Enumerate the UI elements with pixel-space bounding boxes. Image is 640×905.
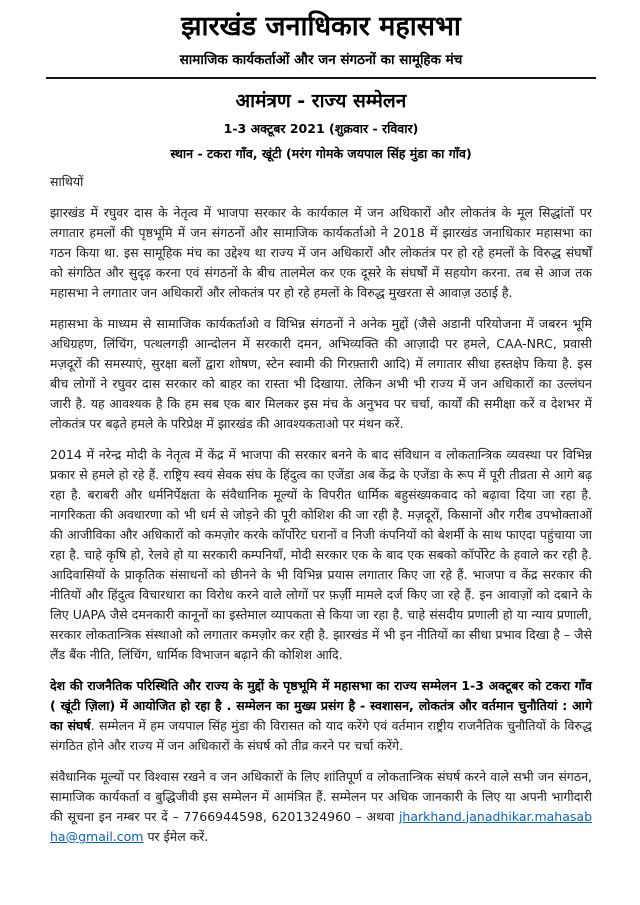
- paragraph-founding: झारखंड में रघुवर दास के नेतृत्व में भाजपा सरकार के कार्यकाल में जन अधिकारों और लोकतंत्र के मूल सिद्धांतों पर लगातार हमलों की पृष्ठभूमि में जन संगठनों और सामाजिक कार्यकर्ताओ ने 2018 में झारखंड जनाधिकार महासभा का गठन किया था. इस सामूहिक मंच का उद्देश्य था राज्य में जन अधिकारों और लोकतंत्र पर हो रहे हमलों के विरुद्ध संघर्षों को संगठित और सुदृढ़ करना एवं संगठनों के बीच तालमेल कर एक दूसरे के संघर्षों में सहयोग करना. तब से आज तक महासभा ने लगातार जन अधिकारों और लोकतंत्र पर हो रहे हमलों के विरुद्ध मुखरता से आवाज़ उठाई है.: [50, 204, 592, 300]
- letterhead: [50, 10, 592, 68]
- conference-announcement-regular: . सम्मेलन में हम जयपाल सिंह मुंडा की विरासत को याद करेंगे एवं वर्तमान राष्ट्रीय राजनैतिक चुनौतियों के विरुद्ध संगठित होने और राज्य में जन अधिकारों के संघर्ष को तीव्र करने पर चर्चा करेंगे.: [50, 717, 592, 753]
- event-date: 1-3 अक्टूबर 2021 (शुक्रवार - रविवार): [223, 120, 419, 136]
- conference-announcement-bold: देश की राजनैतिक परिस्थिति और राज्य के मुद्दों के पृष्ठभूमि में महासभा का राज्य सम्मेलन 1-3 अक्टूबर को टकरा गाँव ( खूंटी ज़िला) में आयोजित हो रहा है . सम्मेलन का मुख्य प्रसंग है - स्वशासन, लोकतंत्र और वर्तमान चुनौतियां : आगे का संघर्ष: [50, 677, 592, 733]
- event-heading: आमंत्रण - राज्य सम्मेलन: [235, 89, 407, 112]
- divider-rule: [46, 77, 596, 79]
- paragraph-invitation-contact: [50, 767, 592, 847]
- org-subtitle: सामाजिक कार्यकर्ताओं और जन संगठनों का सामूहिक मंच: [179, 51, 463, 68]
- paragraph-activities: महासभा के माध्यम से सामाजिक कार्यकर्ताओ व विभिन्न संगठनों ने अनेक मुद्दों (जैसे अडानी परियोजना में जबरन भूमि अधिग्रहण, लिंचिंग, पत्थलगड़ी आन्दोलन में सरकारी दमन, अभिव्यक्ति की आज़ादी पर हमले, CAA-NRC, प्रवासी मज़दूरों की समस्याएं, सुरक्षा बलों द्वारा शोषण, स्टेन स्वामी की गिरफ़्तारी आदि) में लगातार सीधा हस्तक्षेप किया है. इस बीच लोगों ने रघुवर दास सरकार को बाहर का रास्ता भी दिखाया. लेकिन अभी भी राज्य में जन अधिकारों का उल्लंघन जारी है. यह आवश्यक है कि हम सब एक बार मिलकर इस मंच के अनुभव पर चर्चा, कार्यों की समीक्षा करें व देशभर में लोकतंत्र पर बढ़ते हमले के परिप्रेक्ष में झारखंड की आवश्यकताओ पर मंथन करें.: [50, 315, 592, 431]
- event-venue: स्थान - टकरा गाँव, खूंटी (मरंग गोमके जयपाल सिंह मुंडा का गाँव): [170, 145, 472, 161]
- org-title: झारखंड जनाधिकार महासभा: [181, 11, 461, 42]
- contact-text-after-email: पर ईमेल करें.: [143, 828, 209, 844]
- paragraph-national-context: 2014 में नरेन्द्र मोदी के नेतृत्व में केंद्र में भाजपा की सरकार बनने के बाद संविधान व लोकतान्त्रिक व्यवस्था पर विभिन्न प्रकार से हमले हो रहे हैं. राष्ट्रिय स्वयं सेवक संघ के हिंदुत्व का एजेंडा अब केंद्र के एजेंडा के रूप में पूरी तीव्रता से आगे बढ़ रहा है. बराबरी और धर्मनिर्पेक्षता के संवैधानिक मूल्यों के विपरीत धार्मिक बहुसंख्यकवाद को बढ़ावा दिया जा रहा है. नागरिकता की अवधारणा को भी धर्म से जोड़ने की पूरी कोशिश की जा रही है. मज़दूरों, किसानों और गरीब उपभोक्ताओं की आजीविका और अधिकारों को कमज़ोर करके कॉर्पोरेट घरानों व निजी कंपनियों को बेशर्मी के साथ फाएदा पहुंचाया जा रहा है. चाहे कृषि हो, रेलवे हो या सरकारी कम्पनियाँ, मोदी सरकार एक के बाद एक सबको कॉर्पोरेट के हवाले कर रही है. आदिवासियों के प्राकृतिक संसाधनों को छीनने के भी विभिन्न प्रयास लगातार किए जा रहे हैं. भाजपा व केंद्र सरकार की नीतियों और हिंदुत्व विचारधारा का विरोध करने वाले लोगों पर फ़र्ज़ी मामले दर्ज किए जा रहे हैं. इन आवाज़ों को दबाने के लिए UAPA जैसे दमनकारी कानूनों का इस्तेमाल व्यापकता से किया जा रहा है. चाहे संसदीय प्रणाली हो या न्याय प्रणाली, सरकार लोकतान्त्रिक संस्थाओ को लगातार कमज़ोर कर रही है. झारखंड में भी इन नीतियों का सीधा प्रभाव दिखा है – जैसे लैंड बैंक नीति, लिंचिंग, धार्मिक विभाजन बढ़ाने की कोशिश आदि.: [50, 446, 592, 662]
- contact-text: संवैधानिक मूल्यों पर विश्वास रखने व जन अधिकारों के लिए शांतिपूर्ण व लोकतान्त्रिक संघर्ष करने वाले सभी जन संगठन, सामाजिक कार्यकर्ता व बुद्धिजीवी इस सम्मेलन में आमंत्रित हैं. सम्मेलन पर अधिक जानकारी के लिए या अपनी भागीदारी की सूचना इन नम्बर पर दें – 7766944598, 6201324960 – अथवा: [50, 768, 592, 824]
- greeting: साथियों: [50, 173, 84, 189]
- event-header: [50, 87, 592, 162]
- paragraph-conference-announcement: [50, 676, 592, 756]
- letter-body: [50, 172, 592, 847]
- email-link[interactable]: jharkhand.janadhikar.mahasabha@gmail.com: [50, 808, 592, 844]
